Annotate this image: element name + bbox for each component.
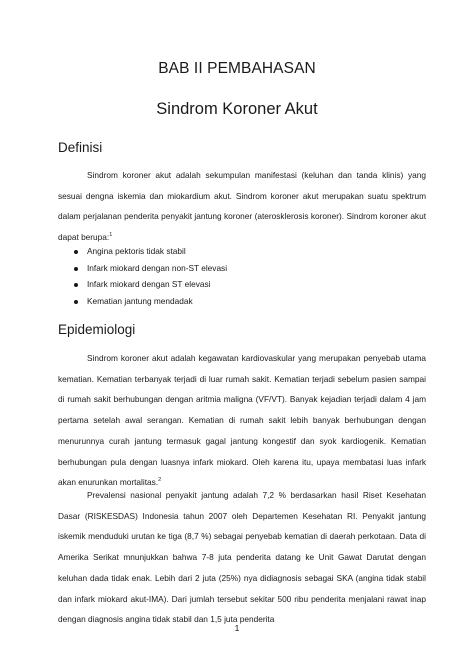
- list-item-text: Infark miokard dengan ST elevasi: [87, 279, 211, 290]
- list-item: [58, 260, 426, 277]
- page-title: Sindrom Koroner Akut: [156, 100, 318, 118]
- list-item-text: Kematian jantung mendadak: [87, 295, 193, 306]
- list-item-text: Angina pektoris tidak stabil: [87, 246, 186, 256]
- bullet-icon: [74, 267, 78, 271]
- bullet-icon: [74, 300, 78, 304]
- epidemiologi-paragraph-1-text: Sindrom koroner akut adalah kegawatan kardiovaskular yang merupakan penyebab utama kematian. Kematian terbanyak terjadi di luar rumah sakit. Kematian terjadi sebelum pasien sampai di rumah sakit berhubungan dengan aritmia maligna (VF/VT). Banyak kejadian terjadi dalam 4 jam pertama setelah awal serangan. Kematian di rumah sakit lebih banyak berhubungan dengan menurunnya curah jantung termasuk gagal jantung kongestif dan syok kardiogenik. Kematian berhubungan pula dengan luasnya infark miokard. Oleh karena itu, upaya membatasi luas infark akan enurunkan mortalitas.: [58, 353, 426, 488]
- chapter-title: BAB II PEMBAHASAN: [158, 60, 316, 77]
- section-heading-epidemiologi: Epidemiologi: [58, 322, 136, 337]
- list-item: [58, 243, 426, 260]
- bullet-icon: [74, 250, 78, 254]
- list-item-text: Infark miokard dengan non-ST elevasi: [87, 262, 228, 273]
- footnote-marker: 2: [158, 477, 162, 484]
- footnote-marker: 1: [109, 232, 113, 239]
- bullet-icon: [74, 283, 78, 287]
- page-number: 1: [234, 623, 240, 633]
- list-item: [58, 293, 426, 310]
- epidemiologi-paragraph-1: [58, 348, 426, 493]
- bullet-list: [58, 243, 426, 309]
- epidemiologi-paragraph-2: Prevalensi nasional penyakit jantung adalah 7,2 % berdasarkan hasil Riset Kesehatan Dasar (RISKESDAS) Indonesia tahun 2007 oleh Departemen Kesehatan RI. Penyakit jantung iskemik menduduki urutan ke tiga (8,7 %) sebagai penyebab kematian di daerah perkotaan. Data di Amerika Serikat mnunjukkan bahwa 7-8 juta penderita datang ke Unit Gawat Darutat dengan keluhan dada tidak enak. Lebih dari 2 juta (25%) nya didiagnosis sebagai SKA (angina tidak stabil dan infark miokard akut-IMA). Dari jumlah tersebut sekitar 500 ribu penderita menjalani rawat inap dengan diagnosis angina tidak stabil dan 1,5 juta penderita: [58, 490, 426, 625]
- section-heading-definisi: Definisi: [58, 140, 103, 155]
- list-item: [58, 276, 426, 293]
- definisi-paragraph-text: Sindrom koroner akut adalah sekumpulan manifestasi (keluhan dan tanda klinis) yang sesuai dengna iskemia dan miokardium akut. Sindrom koroner akut merupakan suatu spektrum dalam perjalanan penderita penyakit jantung koroner (aterosklerosis koroner). Sindrom koroner akut dapat berupa:: [58, 170, 426, 243]
- definisi-paragraph: [58, 165, 426, 248]
